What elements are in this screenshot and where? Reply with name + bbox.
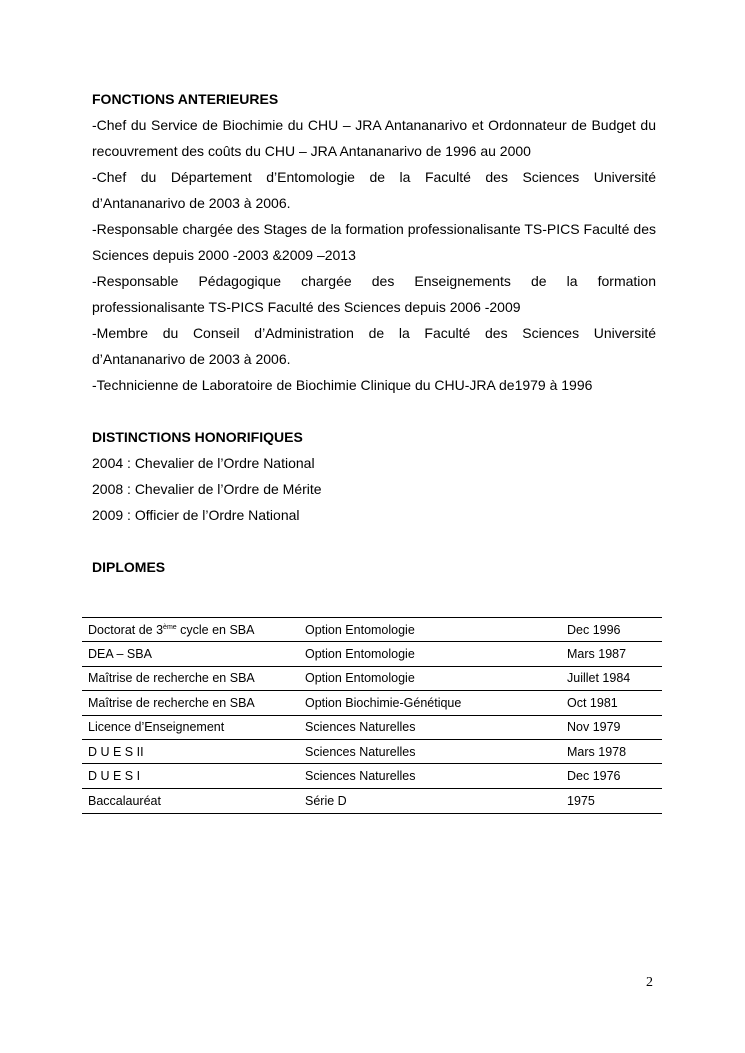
date-cell: 1975 bbox=[561, 788, 662, 813]
option-cell: Option Entomologie bbox=[299, 642, 561, 666]
table-row bbox=[82, 642, 662, 666]
diploma-cell: DEA – SBA bbox=[82, 642, 299, 666]
page-content bbox=[92, 86, 656, 580]
distinction-item: 2004 : Chevalier de l’Ordre National bbox=[92, 455, 315, 471]
option-cell: Option Entomologie bbox=[299, 666, 561, 690]
table-row bbox=[82, 764, 662, 788]
fonction-item: -Chef du Service de Biochimie du CHU – JRA Antananarivo et Ordonnateur de Budget du recouvrement des coûts du CHU – JRA Antananarivo de 1996 au 2000 bbox=[92, 117, 656, 159]
section-title-diplomes: DIPLOMES bbox=[92, 559, 166, 575]
diploma-cell: D U E S I bbox=[82, 764, 299, 788]
table-row bbox=[82, 715, 662, 739]
table-row bbox=[82, 739, 662, 763]
section-title-fonctions: FONCTIONS ANTERIEURES bbox=[92, 91, 279, 107]
diploma-cell: Licence d’Enseignement bbox=[82, 715, 299, 739]
diploma-cell: Maîtrise de recherche en SBA bbox=[82, 691, 299, 715]
diploma-cell: Baccalauréat bbox=[82, 788, 299, 813]
option-cell: Sciences Naturelles bbox=[299, 739, 561, 763]
page-number: 2 bbox=[646, 975, 653, 990]
date-cell: Oct 1981 bbox=[561, 691, 662, 715]
fonction-item: -Membre du Conseil d’Administration de la Faculté des Sciences Université d’Antananarivo de 2003 à 2006. bbox=[92, 325, 656, 367]
diploma-cell: Doctorat de 3ème cycle en SBA bbox=[82, 618, 299, 642]
fonction-item: -Responsable Pédagogique chargée des Enseignements de la formation professionalisante TS-PICS Faculté des Sciences depuis 2006 -2009 bbox=[92, 273, 656, 315]
date-cell: Nov 1979 bbox=[561, 715, 662, 739]
option-cell: Option Entomologie bbox=[299, 618, 561, 642]
diploma-cell: D U E S II bbox=[82, 739, 299, 763]
fonction-item: -Chef du Département d’Entomologie de la Faculté des Sciences Université d’Antananarivo de 2003 à 2006. bbox=[92, 169, 656, 211]
diploma-cell: Maîtrise de recherche en SBA bbox=[82, 666, 299, 690]
date-cell: Dec 1976 bbox=[561, 764, 662, 788]
date-cell: Mars 1978 bbox=[561, 739, 662, 763]
table-row bbox=[82, 666, 662, 690]
option-cell: Option Biochimie-Génétique bbox=[299, 691, 561, 715]
distinction-item: 2008 : Chevalier de l’Ordre de Mérite bbox=[92, 481, 322, 497]
table-row bbox=[82, 618, 662, 642]
fonction-item: -Responsable chargée des Stages de la formation professionalisante TS-PICS Faculté des Sciences depuis 2000 -2003 &2009 –2013 bbox=[92, 221, 656, 263]
table-row bbox=[82, 788, 662, 813]
section-title-distinctions: DISTINCTIONS HONORIFIQUES bbox=[92, 429, 303, 445]
option-cell: Série D bbox=[299, 788, 561, 813]
fonction-item: -Technicienne de Laboratoire de Biochimie Clinique du CHU-JRA de1979 à 1996 bbox=[92, 377, 593, 393]
date-cell: Juillet 1984 bbox=[561, 666, 662, 690]
date-cell: Dec 1996 bbox=[561, 618, 662, 642]
option-cell: Sciences Naturelles bbox=[299, 715, 561, 739]
diplomas-table bbox=[82, 617, 662, 814]
date-cell: Mars 1987 bbox=[561, 642, 662, 666]
option-cell: Sciences Naturelles bbox=[299, 764, 561, 788]
diploma-superscript: ème bbox=[163, 623, 177, 631]
table-row bbox=[82, 691, 662, 715]
distinction-item: 2009 : Officier de l’Ordre National bbox=[92, 507, 300, 523]
